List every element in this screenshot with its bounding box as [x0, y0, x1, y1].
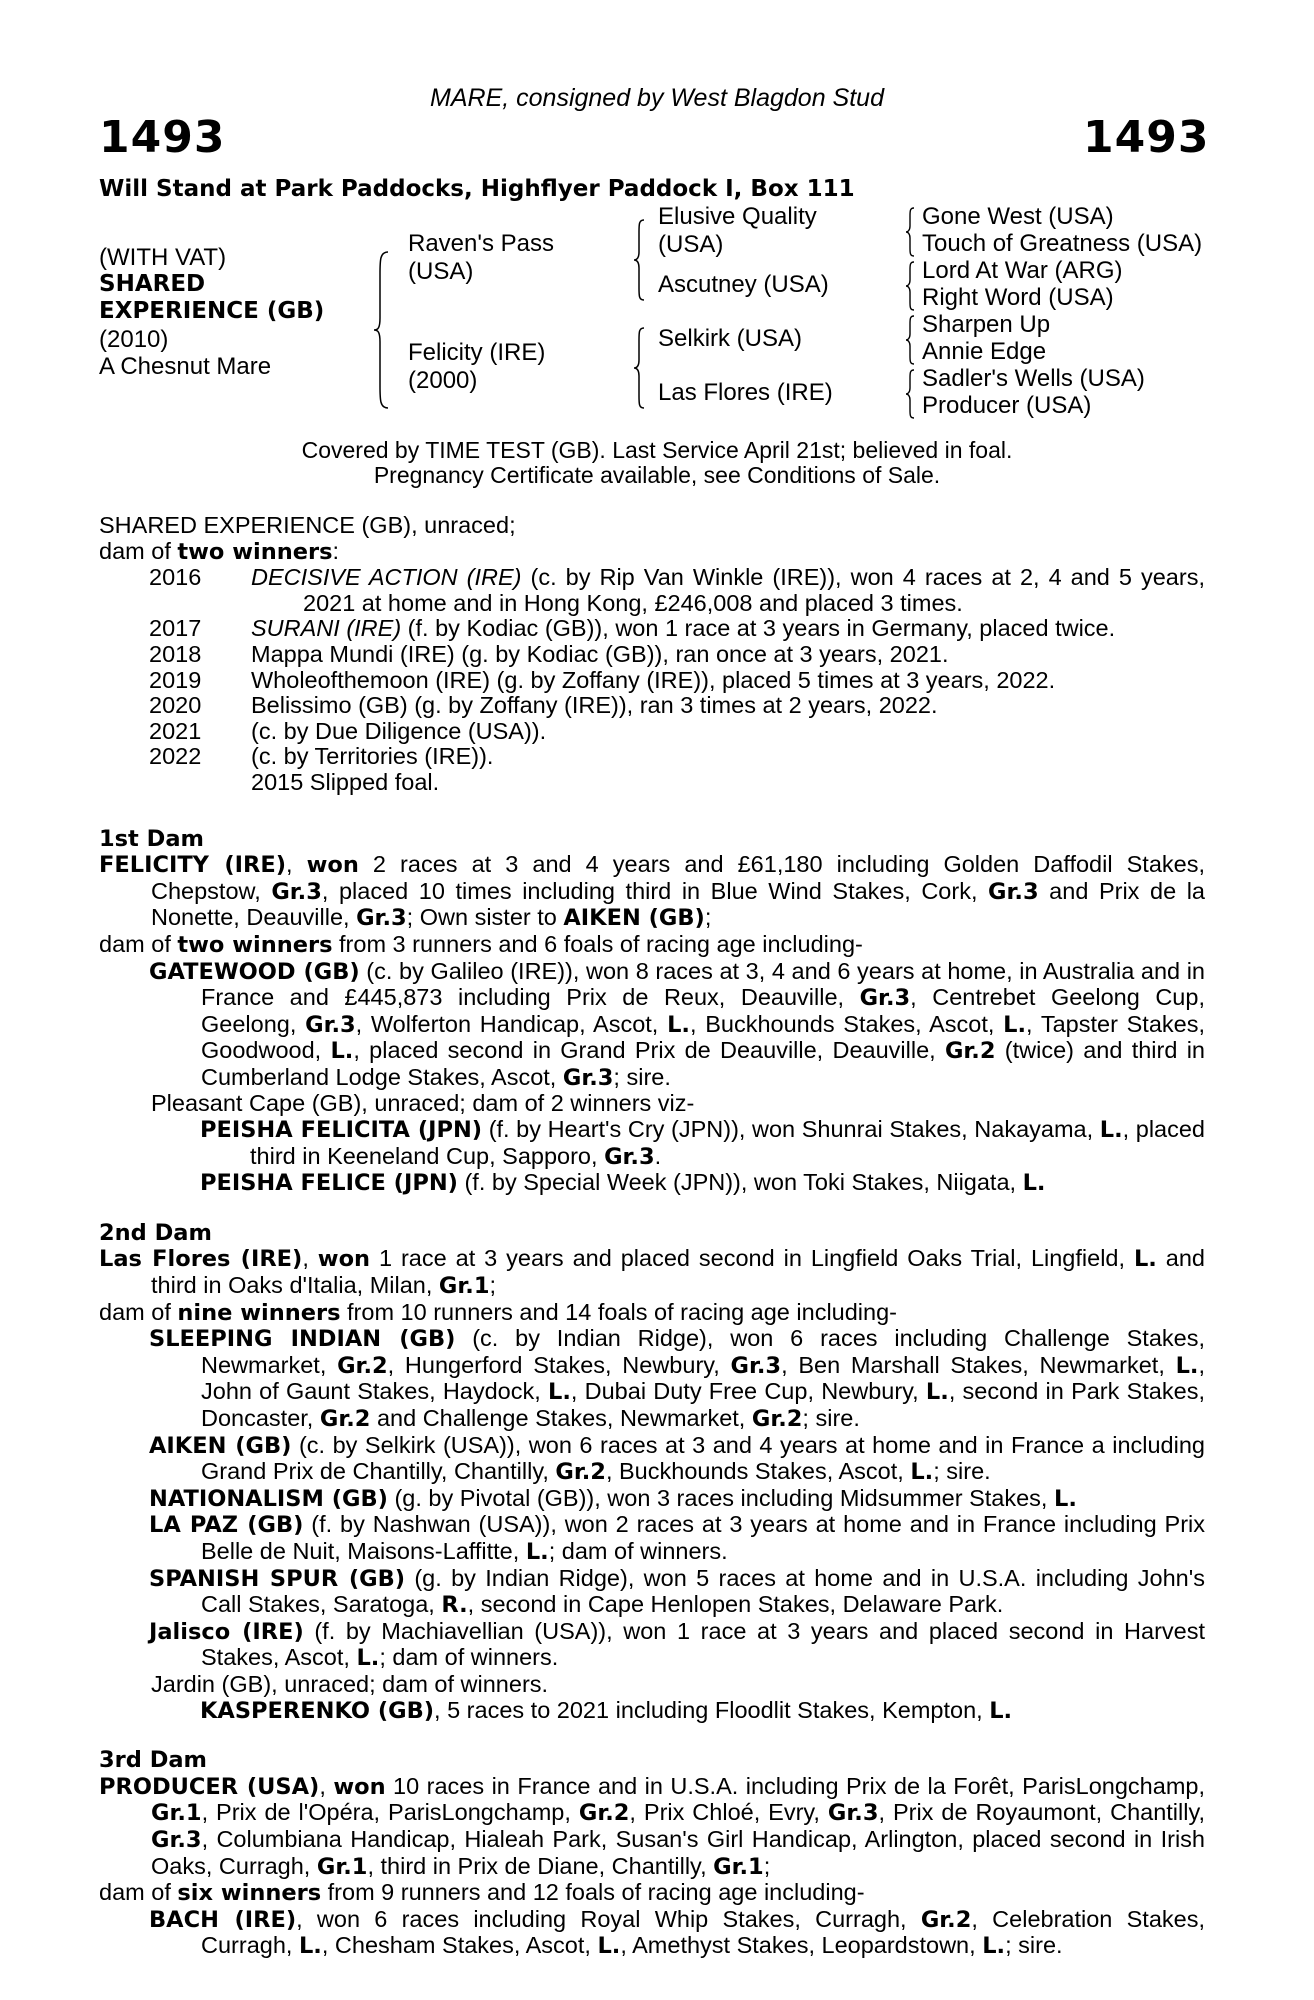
gen3-2: Touch of Greatness (USA)	[922, 230, 1203, 257]
main-brace	[372, 250, 390, 410]
gatewood-record: GATEWOOD (GB) (c. by Galileo (IRE)), won 8 races at 3, 4 and 6 years at home, in Australia and in France and £445,873 including Prix de Reux, Deauville, Gr.3, Centrebet Geelong Cup, Geelong, Gr.3, Wolferton Handicap, Ascot, L., Buckhounds Stakes, Ascot, L., Tapster Stakes, Goodwood, L., placed second in Grand Prix de Deauville, Deauville, Gr.2 (twice) and third in Cumberland Lodge Stakes, Ascot, Gr.3; sire.	[149, 957, 1206, 1091]
horse-name-line1: SHARED	[99, 271, 206, 297]
first-dam-record: FELICITY (IRE), won 2 races at 3 and 4 years and £61,180 including Golden Daffodil Stakes, Chepstow, Gr.3, placed 10 times including third in Blue Wind Stakes, Cork, Gr.3 and Prix de la Nonette, Deauville, Gr.3; Own sister to AIKEN (GB);	[99, 851, 1205, 932]
sd-brace	[904, 260, 916, 312]
dam-sire: Selkirk (USA)	[658, 325, 803, 352]
gen3-3: Lord At War (ARG)	[922, 257, 1123, 284]
pleasant-cape-record: Pleasant Cape (GB), unraced; dam of 2 winners viz-	[151, 1090, 695, 1117]
dam-name: Felicity (IRE)	[408, 339, 546, 366]
ds-brace	[904, 314, 916, 366]
second-dam-record: Las Flores (IRE), won 1 race at 3 years and placed second in Lingfield Oaks Trial, Lingfield, L. and third in Oaks d'Italia, Milan, Gr.1;	[99, 1245, 1205, 1300]
jardin-record: Jardin (GB), unraced; dam of winners.	[151, 1670, 549, 1697]
first-dam-dam-of: dam of two winners from 3 runners and 6 foals of racing age including-	[99, 930, 863, 958]
gen3-8: Producer (USA)	[922, 392, 1092, 419]
second-dam-dam-of: dam of nine winners from 10 runners and 14 foals of racing age including-	[99, 1298, 897, 1326]
produce-row: 2021 (c. by Due Diligence (USA)).	[149, 717, 547, 744]
horse-description: A Chesnut Mare	[99, 353, 272, 380]
third-dam-dam-of: dam of six winners from 9 runners and 12 foals of racing age including-	[99, 1879, 865, 1907]
sire-sire-name: Elusive Quality	[658, 203, 817, 230]
produce-row: 2022 (c. by Territories (IRE)).	[149, 743, 494, 770]
second-dam-heading: 2nd Dam	[99, 1219, 212, 1246]
ss-brace	[904, 206, 916, 258]
lot-number-right: 1493	[1083, 112, 1210, 163]
horse-year: (2010)	[99, 326, 169, 353]
covered-line-2: Pregnancy Certificate available, see Conditions of Sale.	[373, 462, 941, 488]
nationalism-record: NATIONALISM (GB) (g. by Pivotal (GB)), won 3 races including Midsummer Stakes, L.	[149, 1484, 1077, 1512]
gen3-4: Right Word (USA)	[922, 284, 1114, 311]
produce-row: 2019 Wholeofthemoon (IRE) (g. by Zoffany (IRE)), placed 5 times at 3 years, 2022.	[149, 666, 1056, 693]
gen3-5: Sharpen Up	[922, 311, 1051, 338]
produce-row: 2018 Mappa Mundi (IRE) (g. by Kodiac (GB)), ran once at 3 years, 2021.	[149, 640, 949, 667]
dam-dam: Las Flores (IRE)	[658, 379, 833, 406]
third-dam-record: PRODUCER (USA), won 10 races in France and in U.S.A. including Prix de la Forêt, ParisLongchamp, Gr.1, Prix de l'Opéra, ParisLongchamp, Gr.2, Prix Chloé, Evry, Gr.3, Prix de Royaumont, Chantilly, Gr.3, Columbiana Handicap, Hialeah Park, Susan's Girl Handicap, Arlington, placed second in Irish Oaks, Curragh, Gr.1, third in Prix de Diane, Chantilly, Gr.1;	[99, 1772, 1206, 1880]
la-paz-record: LA PAZ (GB) (f. by Nashwan (USA)), won 2 races at 3 years at home and in France including Prix Belle de Nuit, Maisons-Laffitte, L.; dam of winners.	[149, 1511, 1205, 1565]
vat-label: (WITH VAT)	[99, 244, 227, 271]
produce-row: 2017 SURANI (IRE) (f. by Kodiac (GB)), won 1 race at 3 years in Germany, placed twice.	[149, 615, 1116, 642]
covered-line-1: Covered by TIME TEST (GB). Last Service April 21st; believed in foal.	[301, 437, 1013, 463]
produce-winner-name: SURANI (IRE)	[251, 615, 402, 642]
catalogue-body	[99, 513, 1205, 1960]
bach-record: BACH (IRE), won 6 races including Royal Whip Stakes, Curragh, Gr.2, Celebration Stakes, Curragh, L., Chesham Stakes, Ascot, L., Amethyst Stakes, Leopardstown, L.; sire.	[149, 1905, 1205, 1960]
spanish-spur-record: SPANISH SPUR (GB) (g. by Indian Ridge), won 5 races at home and in U.S.A. including John's Call Stakes, Saratoga, R., second in Cape Henlopen Stakes, Delaware Park.	[149, 1564, 1205, 1619]
standing-location: Will Stand at Park Paddocks, Highflyer Paddock I, Box 111	[99, 176, 855, 202]
produce-intro: SHARED EXPERIENCE (GB), unraced;	[99, 512, 516, 538]
sleeping-indian-record: SLEEPING INDIAN (GB) (c. by Indian Ridge), won 6 races including Challenge Stakes, Newmarket, Gr.2, Hungerford Stakes, Newbury, Gr.3, Ben Marshall Stakes, Newmarket, L., John of Gaunt Stakes, Haydock, L., Dubai Duty Free Cup, Newbury, L., second in Park Stakes, Doncaster, Gr.2 and Challenge Stakes, Newmarket, Gr.2; sire.	[149, 1325, 1205, 1432]
gen3-1: Gone West (USA)	[922, 203, 1114, 230]
produce-winner-name: DECISIVE ACTION (IRE)	[251, 564, 522, 591]
gen3-7: Sadler's Wells (USA)	[922, 365, 1145, 392]
sire-brace	[632, 218, 646, 302]
produce-row: 2020 Belissimo (GB) (g. by Zoffany (IRE)), ran 3 times at 2 years, 2022.	[149, 692, 938, 719]
aiken-record: AIKEN (GB) (c. by Selkirk (USA)), won 6 races at 3 and 4 years at home and in France a including Grand Prix de Chantilly, Chantilly, Gr.2, Buckhounds Stakes, Ascot, L.; sire.	[149, 1431, 1205, 1486]
sire-country: (USA)	[408, 258, 474, 285]
produce-row: 2016 DECISIVE ACTION (IRE) (c. by Rip Van Winkle (IRE)), won 4 races at 2, 4 and 5 years, 2021 at home and in Hong Kong, £246,008 and placed 3 times.	[149, 564, 1205, 616]
consignor-line: MARE, consigned by West Blagdon Stud	[430, 84, 884, 112]
lot-number-left: 1493	[99, 112, 226, 163]
sire-dam: Ascutney (USA)	[658, 271, 829, 298]
peisha-felicita-record: PEISHA FELICITA (JPN) (f. by Heart's Cry (JPN)), won Shunrai Stakes, Nakayama, L., placed third in Keeneland Cup, Sapporo, Gr.3.	[200, 1116, 1205, 1170]
horse-name-line2: EXPERIENCE (GB)	[99, 298, 325, 324]
third-dam-heading: 3rd Dam	[99, 1747, 207, 1774]
peisha-felice-record: PEISHA FELICE (JPN) (f. by Special Week (JPN)), won Toki Stakes, Niigata, L.	[200, 1169, 1046, 1197]
first-dam-heading: 1st Dam	[99, 825, 204, 852]
gen3-6: Annie Edge	[922, 338, 1047, 365]
kasperenko-record: KASPERENKO (GB), 5 races to 2021 including Floodlit Stakes, Kempton, L.	[200, 1696, 1013, 1724]
produce-slipped: 2015 Slipped foal.	[251, 768, 440, 795]
dam-brace	[632, 326, 646, 410]
sire-sire-country: (USA)	[658, 231, 724, 258]
sire-name: Raven's Pass	[408, 230, 554, 257]
jalisco-record: Jalisco (IRE) (f. by Machiavellian (USA)), won 1 race at 3 years and placed second in Harvest Stakes, Ascot, L.; dam of winners.	[149, 1617, 1205, 1672]
dd-brace	[904, 368, 916, 420]
produce-dam-of: dam of two winners:	[99, 537, 340, 565]
dam-year: (2000)	[408, 367, 478, 394]
